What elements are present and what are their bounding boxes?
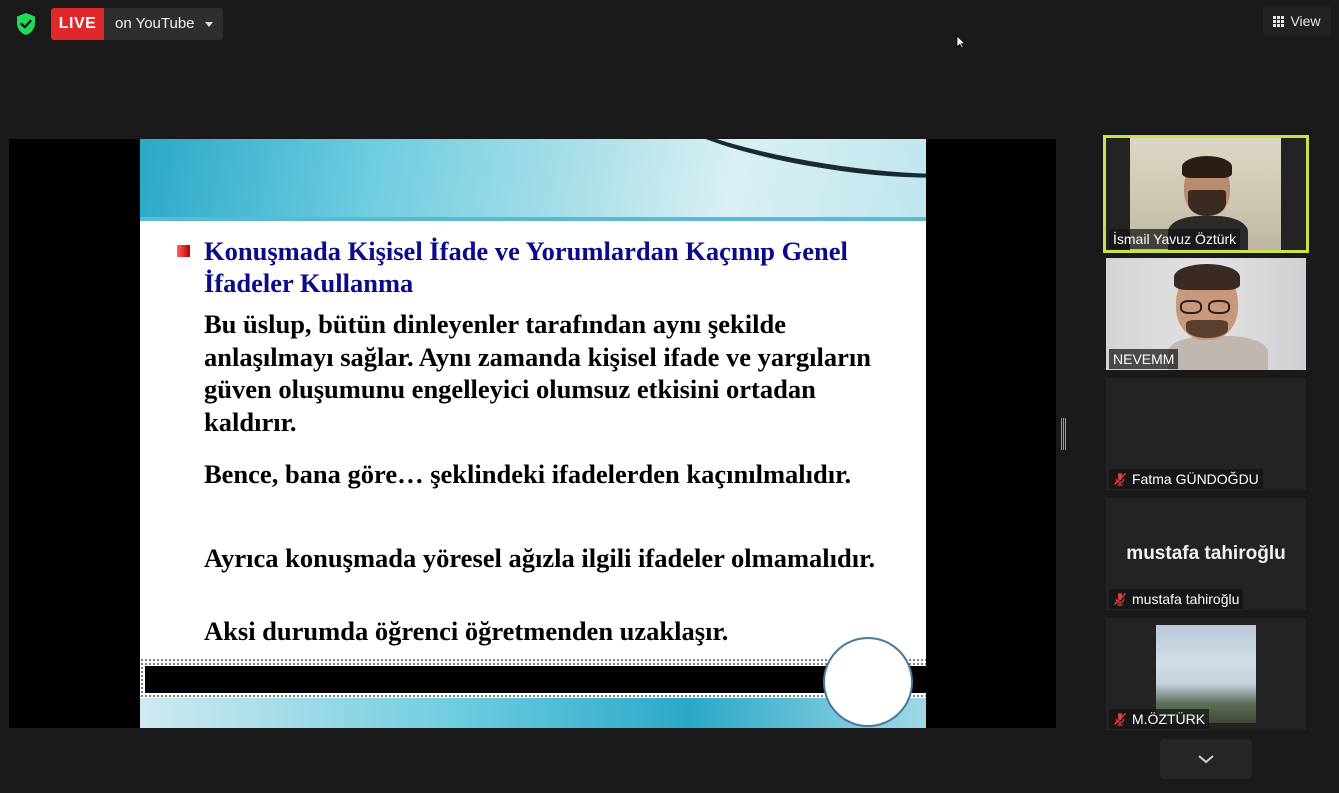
grid-icon — [1273, 16, 1284, 27]
mic-muted-icon — [1113, 712, 1127, 726]
participant-name: İsmail Yavuz Öztürk — [1113, 231, 1237, 247]
participant-name: NEVEMM — [1113, 351, 1175, 367]
view-button[interactable] — [1263, 6, 1331, 36]
presentation-slide — [140, 139, 926, 728]
bullet-icon — [177, 245, 190, 257]
slide-paragraph: Aksi durumda öğrenci öğretmenden uzaklaşır. — [204, 616, 729, 646]
view-label: View — [1290, 13, 1321, 29]
mic-muted-icon — [1113, 472, 1127, 486]
participant-name-label — [1109, 349, 1178, 369]
participant-name-label — [1109, 229, 1240, 249]
participant-tile[interactable] — [1106, 498, 1306, 610]
mouse-cursor-icon — [956, 35, 966, 49]
mic-muted-icon — [1113, 592, 1127, 606]
slide-paragraph: Bence, bana göre… şeklindeki ifadelerden kaçınılmalıdır. — [204, 459, 852, 489]
participant-name: Fatma GÜNDOĞDU — [1132, 471, 1259, 487]
participant-tile[interactable] — [1106, 258, 1306, 370]
participant-name-label — [1109, 469, 1263, 489]
scroll-down-button[interactable] — [1160, 739, 1252, 779]
shared-screen[interactable] — [9, 139, 1056, 728]
slide-circle-decoration — [823, 637, 913, 727]
stream-destination-label: on YouTube — [115, 15, 195, 32]
participant-tile[interactable] — [1106, 378, 1306, 490]
panel-resize-handle[interactable] — [1061, 418, 1066, 450]
participant-name-label — [1109, 709, 1209, 729]
slide-paragraph: Bu üslup, bütün dinleyenler tarafından aynı şekilde anlaşılmayı sağlar. Aynı zamanda kişisel ifade ve yargıların güven oluşumunu engelleyici olumsuz etkisini ortadan kaldırır. — [204, 309, 871, 437]
slide-paragraph: Ayrıca konuşmada yöresel ağızla ilgili ifadeler olmamalıdır. — [204, 543, 876, 573]
participant-name: mustafa tahiroğlu — [1132, 591, 1240, 607]
chevron-down-icon — [1197, 754, 1215, 764]
slide-heading: Konuşmada Kişisel İfade ve Yorumlardan Kaçınıp Genel İfadeler Kullanma — [204, 236, 848, 298]
slide-footer-bar — [145, 666, 926, 693]
stream-destination-dropdown[interactable] — [104, 8, 223, 40]
participant-tile[interactable] — [1106, 138, 1306, 250]
participant-tile[interactable] — [1106, 618, 1306, 730]
participant-name-label — [1109, 589, 1243, 609]
slide-header-line — [140, 217, 926, 221]
participant-name: M.ÖZTÜRK — [1132, 711, 1206, 727]
live-stream-control[interactable] — [51, 8, 223, 40]
chevron-down-icon — [205, 22, 213, 27]
live-badge[interactable]: LIVE — [51, 8, 104, 40]
shield-check-icon[interactable] — [13, 11, 39, 37]
participant-display-name: mustafa tahiroğlu — [1126, 543, 1286, 564]
